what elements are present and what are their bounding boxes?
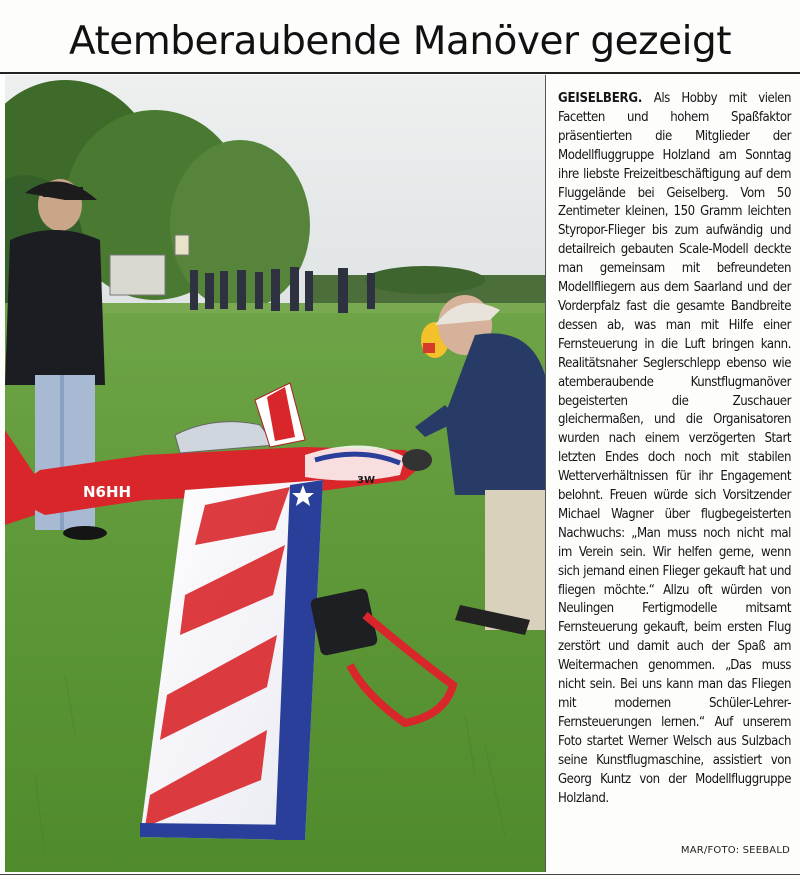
- article-dateline: GEISELBERG.: [558, 91, 643, 106]
- article-text: [558, 90, 791, 808]
- bottom-rule: [0, 874, 800, 875]
- headline-rule: [0, 72, 800, 74]
- plane-registration: N6HH: [83, 483, 132, 501]
- plane-decal: 3W: [357, 475, 375, 486]
- article-body: Als Hobby mit vielen Facetten und hohem Spaßfaktor präsentierten die Mitglieder der Modellfluggruppe Holzland am Sonntag ihre liebste Freizeitbeschäftigung auf dem Fluggelände bei Geiselberg. Vom 50 Zentimeter kleinen, 150 Gramm leichten Styropor-Flieger bis zum aufwändig und detailreich gebauten Scale-Modell deckte man gemeinsam mit befreundeten Modellfliegern aus dem Saarland und der Vorderpfalz fast die gesamte Bandbreite dessen ab, was man mit Hilfe einer Fernsteuerung in die Luft bringen kann. Realitätsnaher Seglerschlepp ebenso wie atemberaubende Kunstflugmanöver begeisterten die Zuschauer gleichermaßen, und die Organisatoren wurden nach einem verzögerten Start letzten Endes doch noch mit stabilen Wetterverhältnissen für ihr Engagement belohnt. Freuen würde sich Vorsitzender Michael Wagner über flugbegeisterten Nachwuchs: „Man muss noch nicht mal im Verein sein. Wir helfen gerne, wenn sich jemand einen Flieger gekauft hat und fliegen möchte.“ Allzu oft würden von Neulingen Fertigmodelle mitsamt Fernsteuerung gekauft, beim ersten Flug zerstört und damit auch der Spaß am Weitermachen genommen. „Das muss nicht sein. Bei uns kann man das Fliegen mit modernen Schüler-Lehrer-Fernsteuerungen lernen.“ Auf unserem Foto startet Werner Welsch aus Sulzbach seine Kunstflugmaschine, assistiert von Georg Kuntz von der Modellfluggruppe Holzland.: [558, 91, 791, 806]
- photo-credit: MAR/FOTO: SEEBALD: [680, 845, 790, 856]
- field-box: [110, 255, 165, 295]
- article-photo: [5, 75, 546, 872]
- headline: Atemberaubende Manöver gezeigt: [68, 18, 731, 64]
